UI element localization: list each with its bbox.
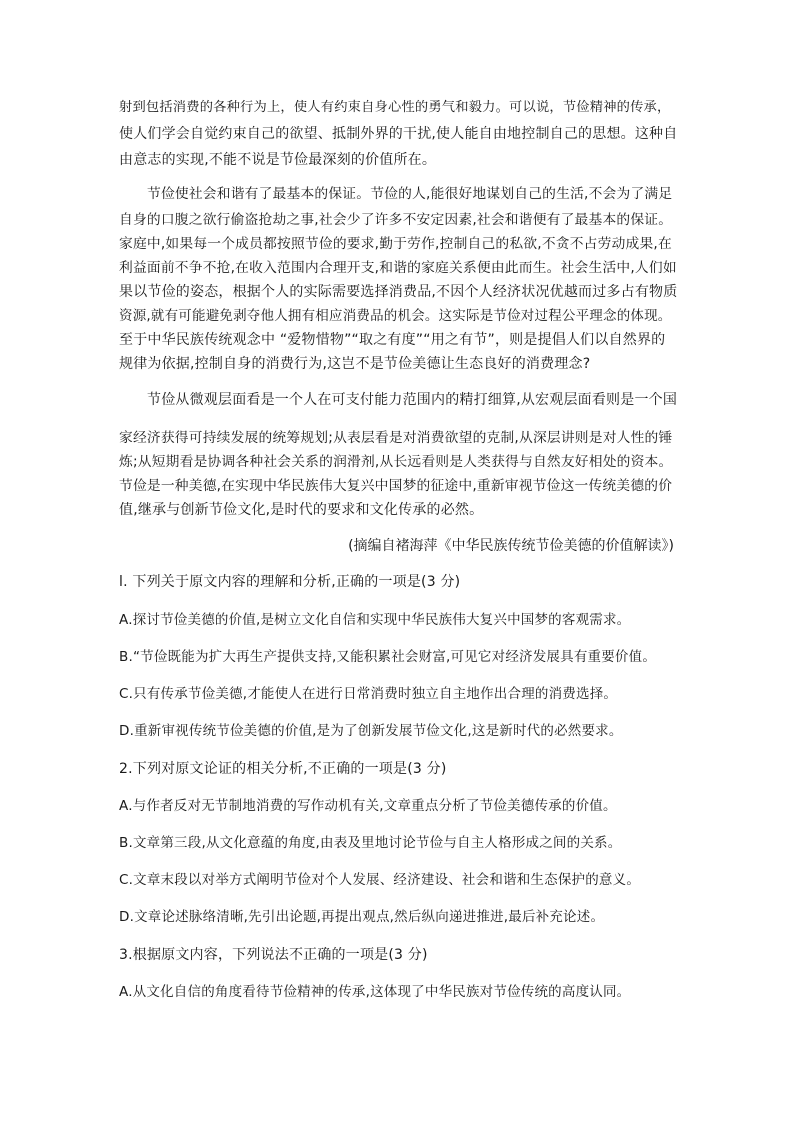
question-3-option-a: A.从文化自信的角度看待节俭精神的传承,这体现了中华民族对节俭传统的高度认同。 <box>119 984 631 1000</box>
paragraph-1-line-3: 由意志的实现,不能不说是节俭最深刻的价值所在。 <box>119 152 437 168</box>
paragraph-3-line-2: 家经济获得可持续发展的统筹规划;从表层看是对消费欲望的克制,从深层讲则是对人性的锤 <box>119 430 673 446</box>
paragraph-1-line-1: 射到包括消费的各种行为上，使人有约束自身心性的勇气和毅力。可以说，节俭精神的传承， <box>119 100 671 115</box>
source-citation: (摘编自褚海萍《中华民族传统节俭美德的价值解读》) <box>348 538 674 554</box>
paragraph-2-line-8: 规律为依据,控制自身的消费行为,这岂不是节俭美德让生态良好的消费理念? <box>119 356 591 372</box>
paragraph-3-line-1: 节俭从微观层面看是一个人在可支付能力范围内的精打细算,从宏观层面看则是一个国 <box>147 392 678 408</box>
question-2-option-d: D.文章论述脉络清晰,先引出论题,再提出观点,然后纵向递进推进,最后补充论述。 <box>119 909 605 925</box>
question-1-stem: l. 下列关于原文内容的理解和分析,正确的一项是(3 分) <box>119 574 461 590</box>
paragraph-2-line-4: 利益面前不争不抢,在收入范围内合理开支,和谐的家庭关系便由此而生。社会生活中,人们如 <box>119 260 677 276</box>
paragraph-2-line-3: 家庭中,如果每一个成员都按照节俭的要求,勤于劳作,控制自己的私欲,不贪不占劳动成果,在 <box>119 236 672 252</box>
paragraph-1-line-2: 使人们学会自觉约束自己的欲望、抵制外界的干扰,使人能自由地控制自己的思想。这种自 <box>119 126 678 142</box>
question-1-option-c: C.只有传承节俭美德,才能使人在进行日常消费时独立自主地作出合理的消费选择。 <box>119 686 618 702</box>
paragraph-3-line-4: 节俭是一种美德,在实现中华民族伟大复兴中国梦的征途中,重新审视节俭这一传统美德的价 <box>119 478 673 494</box>
question-3-stem: 3.根据原文内容，下列说法不正确的一项是(3 分) <box>119 947 428 963</box>
paragraph-2-line-2: 自身的口腹之欲行偷盗抢劫之事,社会少了许多不安定因素,社会和谐便有了最基本的保证。 <box>119 212 673 228</box>
question-1-option-b: B.“节俭既能为扩大再生产提供支持,又能积累社会财富,可见它对经济发展具有重要价值。 <box>119 649 657 665</box>
question-2-stem: 2.下列对原文论证的相关分析,不正确的一项是(3 分) <box>119 761 447 777</box>
paragraph-3-line-5: 值,继承与创新节俭文化,是时代的要求和文化传承的必然。 <box>119 502 484 518</box>
question-1-option-d: D.重新审视传统节俭美德的价值,是为了创新发展节俭文化,这是新时代的必然要求。 <box>119 723 623 739</box>
paragraph-2-line-7: 至于中华民族传统观念中 “爱物惜物”“取之有度”“用之有节”，则是提倡人们以自然界的 <box>119 332 666 348</box>
paragraph-3-line-3: 炼;从短期看是协调各种社会关系的润滑剂,从长远看则是人类获得与自然友好相处的资本。 <box>119 454 673 470</box>
paragraph-2-line-6: 资源,就有可能避免剥夺他人拥有相应消费品的机会。这实际是节俭对过程公平理念的体现。 <box>119 308 672 324</box>
question-2-option-a: A.与作者反对无节制地消费的写作动机有关,文章重点分析了节俭美德传承的价值。 <box>119 798 617 814</box>
question-2-option-b: B.文章第三段,从文化意蕴的角度,由表及里地讨论节俭与自主人格形成之间的关系。 <box>119 835 622 851</box>
paragraph-2-line-1: 节俭使社会和谐有了最基本的保证。节俭的人,能很好地谋划自己的生活,不会为了满足 <box>147 186 673 202</box>
paragraph-2-line-5: 果以节俭的姿态，根据个人的实际需要选择消费品,不因个人经济状况优越而过多占有物质 <box>119 284 678 300</box>
question-2-option-c: C.文章末段以对举方式阐明节俭对个人发展、经济建设、社会和谐和生态保护的意义。 <box>119 872 641 888</box>
question-1-option-a: A.探讨节俭美德的价值,是树立文化自信和实现中华民族伟大复兴中国梦的客观需求。 <box>119 612 631 628</box>
